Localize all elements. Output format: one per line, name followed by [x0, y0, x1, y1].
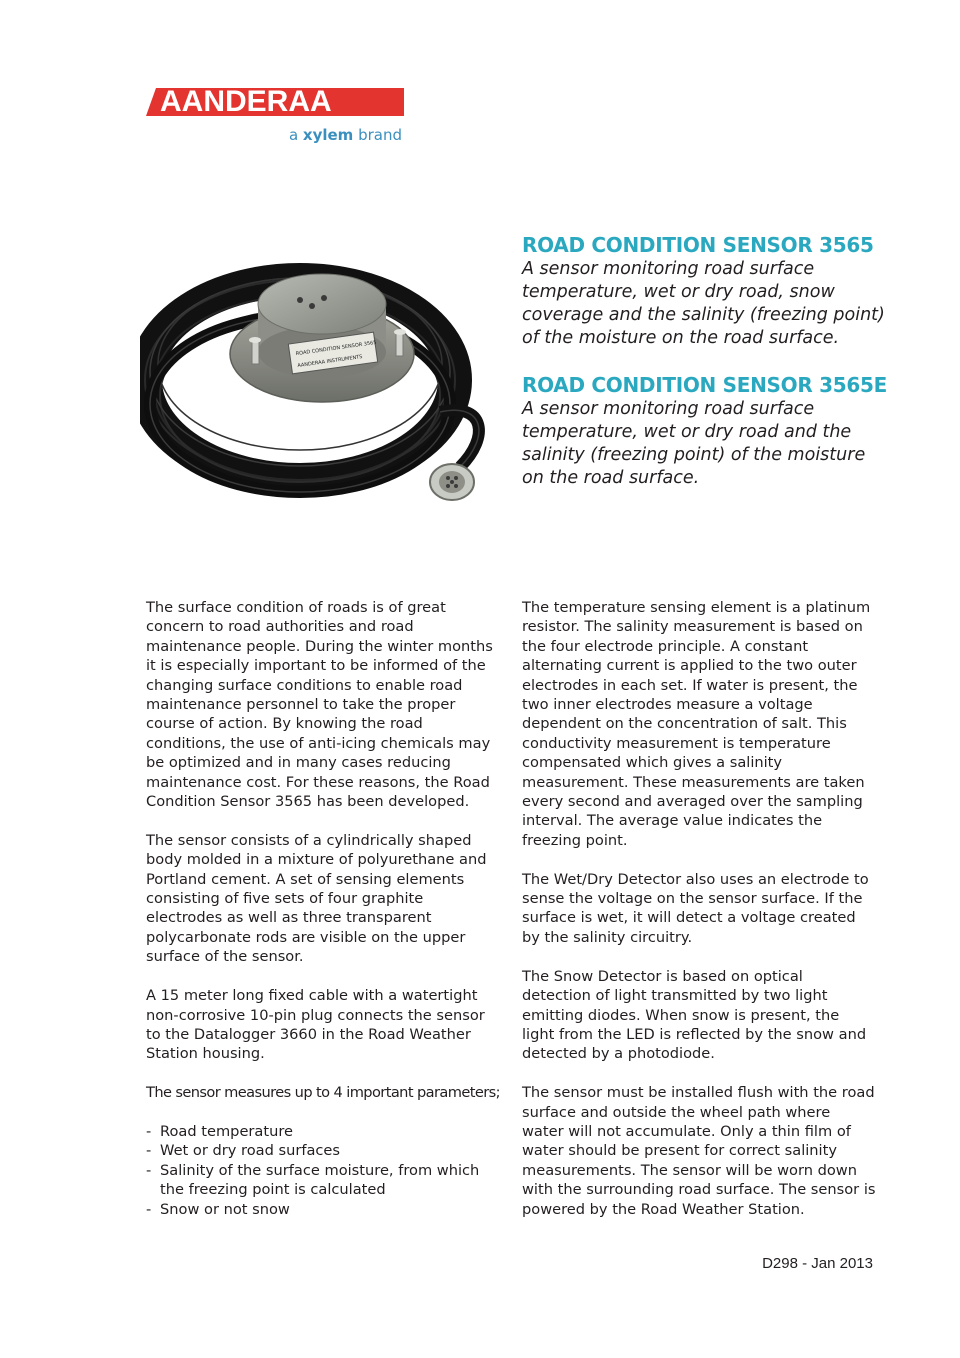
brand-tagline	[144, 126, 402, 144]
wet-dry-paragraph: The Wet/Dry Detector also uses an electrode to sense the voltage on the sensor surface. If the surface is wet, it will detect a voltage created by the salinity circuitry.	[522, 870, 869, 946]
label-line-1: ROAD CONDITION SENSOR 3565	[295, 339, 377, 358]
product-description-3565e: A sensor monitoring road surface temperature, wet or dry road and the salinity (freezing point) of the moisture on the road surface.	[522, 399, 866, 488]
sensor-product-image	[140, 262, 510, 512]
intro-paragraph: The surface condition of roads is of great concern to road authorities and road maintenance people. During the winter months it is especially important to be informed of the changing surface conditions to enable road maintenance personnel to take the proper course of action. By knowing the road conditions, the use of anti-icing chemicals may be optimized and in many cases reducing maintenance cost. For these reasons, the Road Condition Sensor 3565 has been developed.	[146, 599, 493, 811]
parameters-intro: The sensor measures up to 4 important parameters;	[146, 1084, 500, 1102]
product-description-3565: A sensor monitoring road surface temperature, wet or dry road, snow coverage and the salinity (freezing point) of the moisture on the road surface.	[522, 259, 885, 348]
construction-paragraph: The sensor consists of a cylindrically shaped body molded in a mixture of polyurethane and Portland cement. A set of sensing elements consisting of five sets of four graphite electrodes as well as three transparent polycarbonate rods are visible on the upper surface of the sensor.	[146, 831, 487, 966]
right-column	[522, 598, 876, 1238]
logo-wordmark: AANDERAA	[160, 85, 332, 118]
product-title-3565: ROAD CONDITION SENSOR 3565	[522, 233, 874, 257]
product-headings	[522, 232, 892, 490]
snow-detector-paragraph: The Snow Detector is based on optical detection of light transmitted by two light emitting diodes. When snow is present, the light from the LED is reflected by the snow and detected by a photodiode.	[522, 967, 867, 1063]
left-column	[146, 598, 500, 1219]
document-reference: D298 - Jan 2013	[762, 1255, 873, 1272]
parameters-list	[146, 1122, 500, 1219]
list-item: - Snow or not snow	[146, 1200, 500, 1219]
label-line-2: AANDERAA INSTRUMENTS	[297, 353, 363, 370]
product-title-3565e: ROAD CONDITION SENSOR 3565E	[522, 373, 887, 397]
list-item: - Salinity of the surface moisture, from which the freezing point is calculated	[146, 1161, 500, 1200]
tagline-prefix: a	[288, 126, 303, 144]
connector-plug	[430, 464, 474, 500]
list-item: - Wet or dry road surfaces	[146, 1141, 500, 1160]
installation-paragraph: The sensor must be installed flush with the road surface and outside the wheel path where water will not accumulate. Only a thin film of water should be present for correct salinity measurements. The sensor will be worn down with the surrounding road surface. The sensor is powered by the Road Weather Station.	[522, 1084, 876, 1218]
list-item: - Road temperature	[146, 1122, 500, 1141]
tagline-suffix: brand	[353, 126, 402, 144]
cable-paragraph: A 15 meter long fixed cable with a watertight non-corrosive 10-pin plug connects the sensor to the Datalogger 3660 in the Road Weather Station housing.	[146, 987, 485, 1063]
tagline-brand: xylem	[302, 126, 354, 144]
salinity-paragraph: The temperature sensing element is a platinum resistor. The salinity measurement is based on the four electrode principle. A constant alternating current is applied to the two outer electrodes in each set. If water is present, the two inner electrodes measure a voltage dependent on the concentration of salt. This conductivity measurement is temperature compensated which gives a salinity measurement. These measurements are taken every second and averaged over the sampling interval. The average value indicates the freezing point.	[522, 599, 871, 849]
